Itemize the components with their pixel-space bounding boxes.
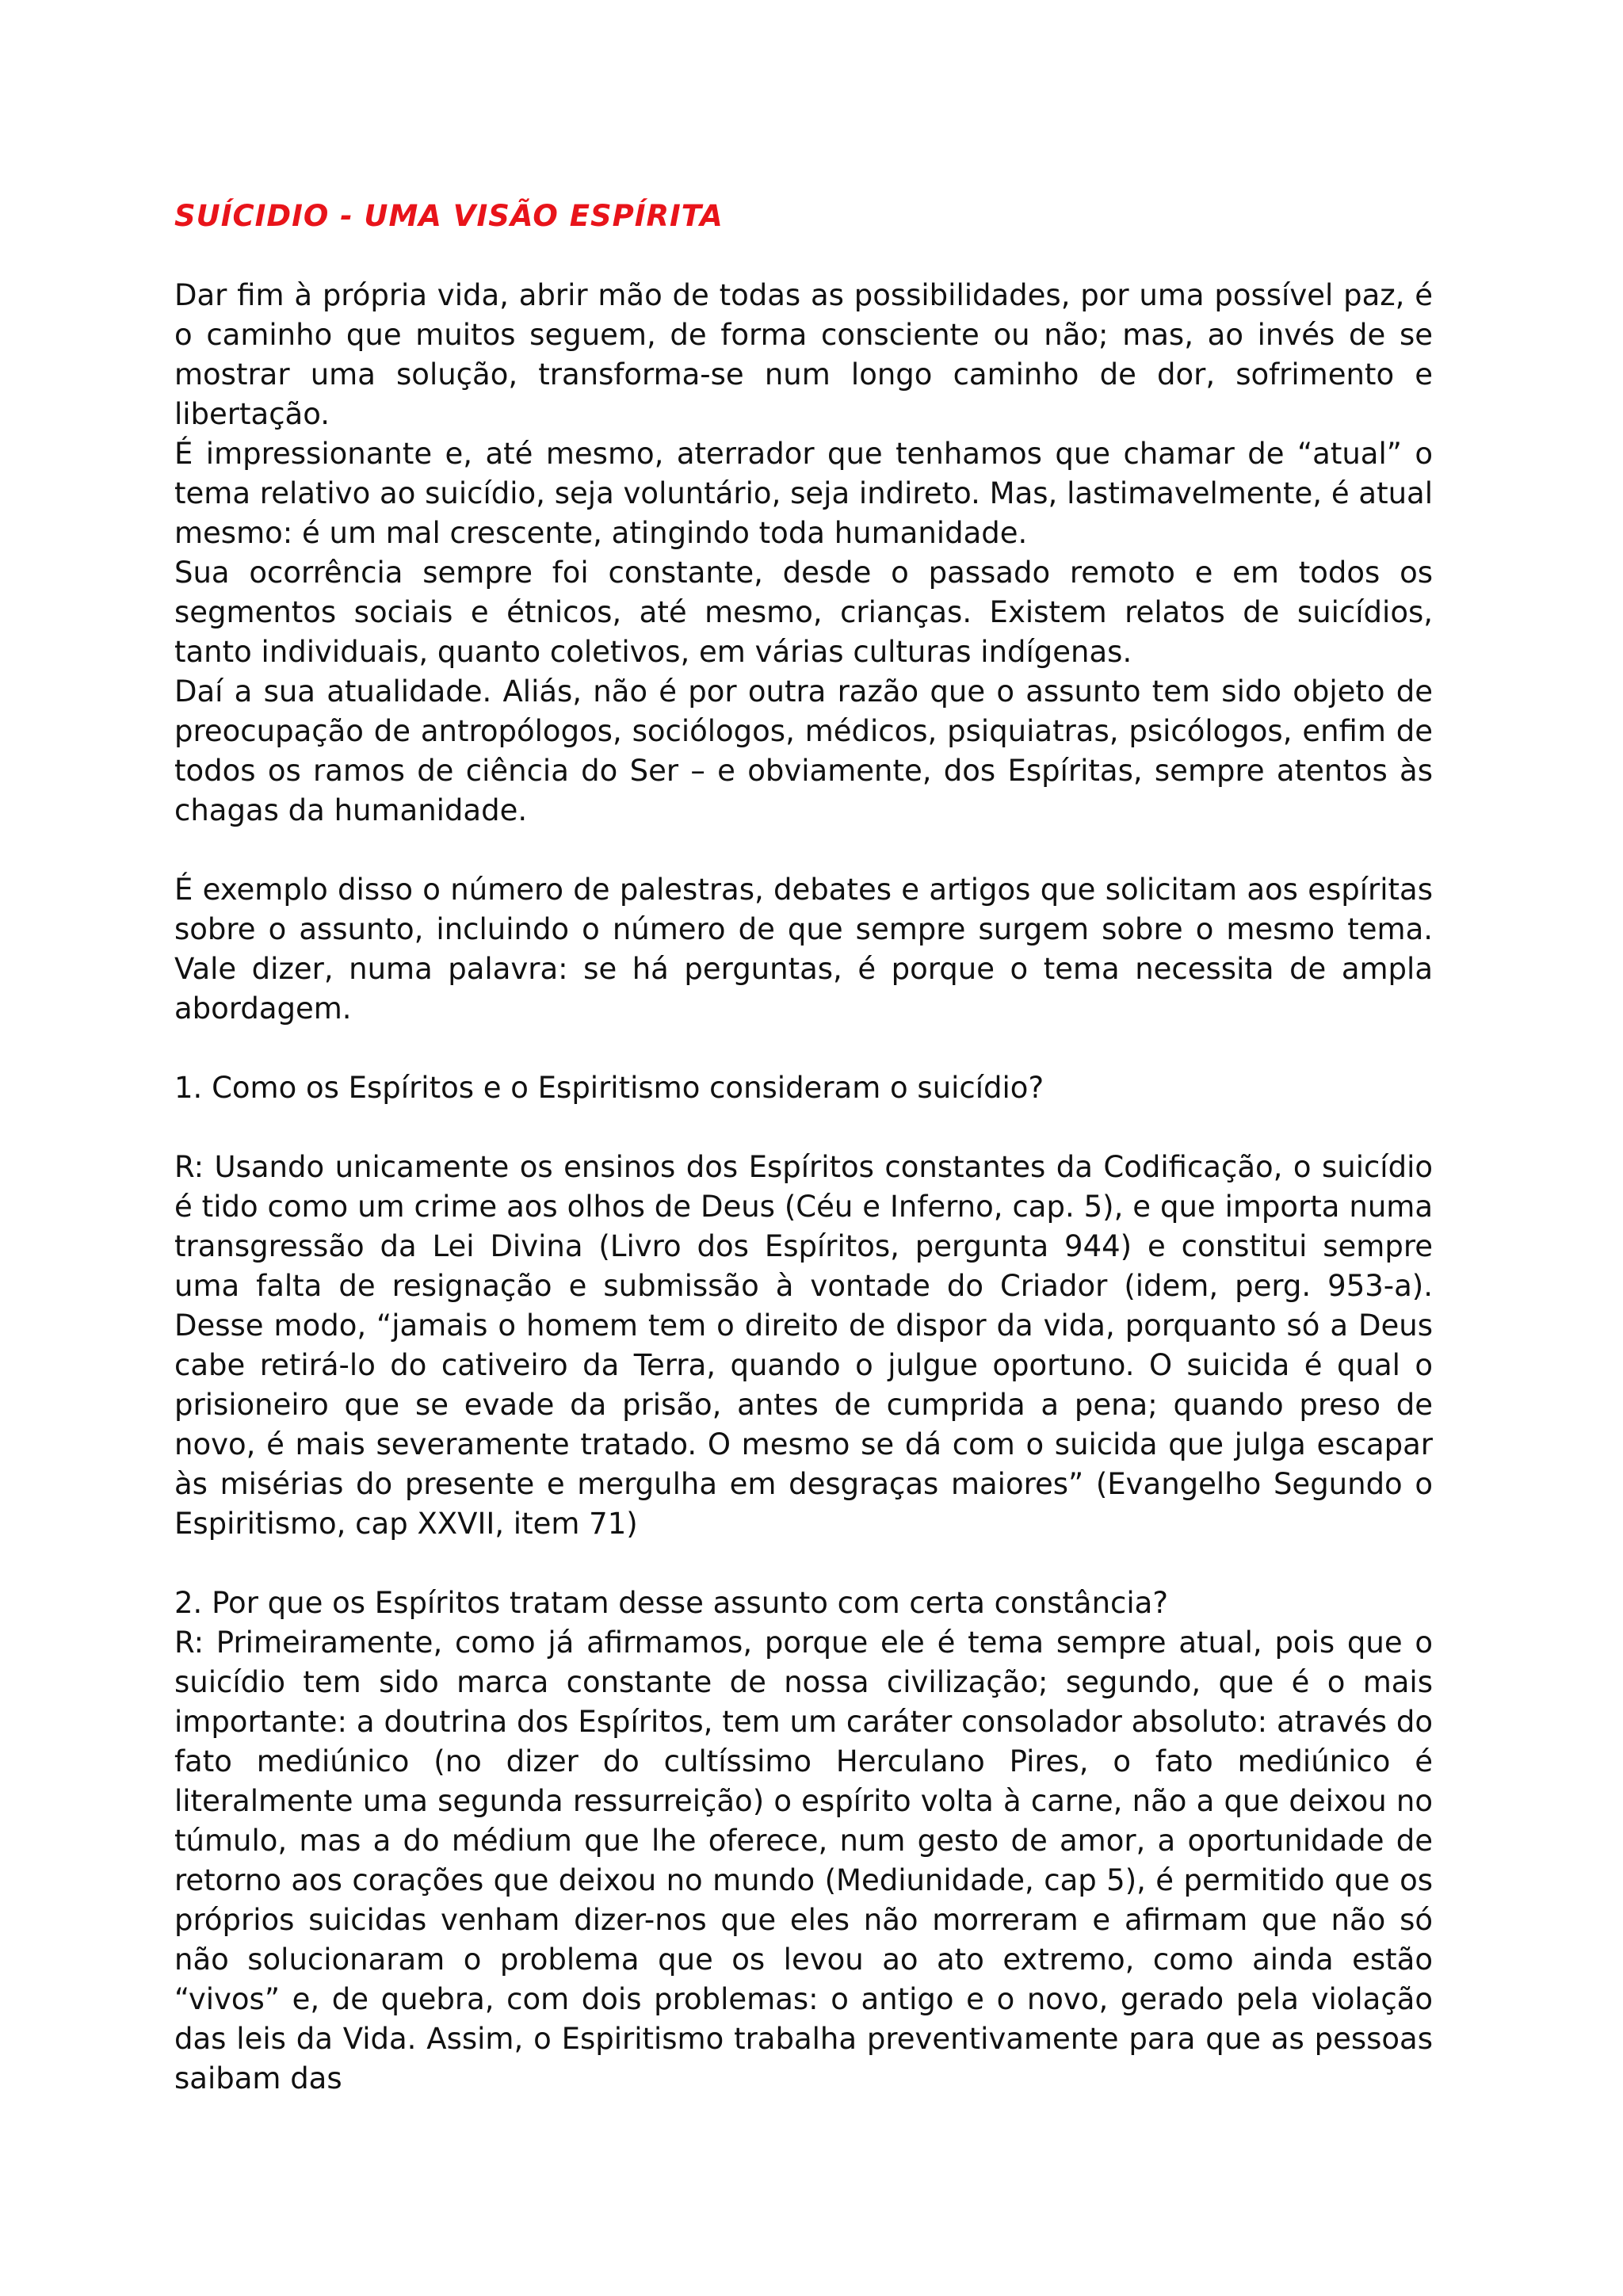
document-body: [174, 197, 1433, 2099]
paragraph-spacer: [174, 1108, 1433, 1148]
paragraph-impressionante: É impressionante e, até mesmo, aterrador que tenhamos que chamar de “atual” o tema relativo ao suicídio, seja voluntário, seja indireto. Mas, lastimavelmente, é atual mesmo: é um mal crescente, atingindo toda humanidade.: [174, 437, 1433, 550]
answer-2: R: Primeiramente, como já afirmamos, porque ele é tema sempre atual, pois que o suicídio tem sido marca constante de nossa civilização; segundo, que é o mais importante: a doutrina dos Espíritos, tem um caráter consolador absoluto: através do fato mediúnico (no dizer do cultíssimo Herculano Pires, o fato mediúnico é literalmente uma segunda ressurreição) o espírito volta à carne, não a que deixou no túmulo, mas a do médium que lhe oferece, num gesto de amor, a oportunidade de retorno aos corações que deixou no mundo (Mediunidade, cap 5), é permitido que os próprios suicidas venham dizer-nos que eles não morreram e afirmam que não só não solucionaram o problema que os levou ao ato extremo, como ainda estão “vivos” e, de quebra, com dois problemas: o antigo e o novo, gerado pela violação das leis da Vida. Assim, o Espiritismo trabalha preventivamente para que as pessoas saibam das: [174, 1626, 1433, 2095]
paragraph-spacer: [174, 1544, 1433, 1584]
paragraph-spacer: [174, 831, 1433, 870]
paragraph-atualidade: Daí a sua atualidade. Aliás, não é por outra razão que o assunto tem sido objeto de preocupação de antropólogos, sociólogos, médicos, psiquiatras, psicólogos, enfim de todos os ramos de ciência do Ser – e obviamente, dos Espíritas, sempre atentos às chagas da humanidade.: [174, 674, 1433, 827]
question-2: 2. Por que os Espíritos tratam desse assunto com certa constância?: [174, 1586, 1168, 1620]
question-1: 1. Como os Espíritos e o Espiritismo consideram o suicídio?: [174, 1071, 1044, 1105]
paragraph-exemplo: É exemplo disso o número de palestras, debates e artigos que solicitam aos espíritas sobre o assunto, incluindo o número de que sempre surgem sobre o mesmo tema. Vale dizer, numa palavra: se há perguntas, é porque o tema necessita de ampla abordagem.: [174, 873, 1433, 1026]
paragraph-spacer: [174, 1029, 1433, 1068]
paragraph-intro: Dar fim à própria vida, abrir mão de todas as possibilidades, por uma possível paz, é o caminho que muitos seguem, de forma consciente ou não; mas, ao invés de se mostrar uma solução, transforma-se num longo caminho de dor, sofrimento e libertação.: [174, 278, 1433, 431]
answer-1: R: Usando unicamente os ensinos dos Espíritos constantes da Codificação, o suicídio é tido como um crime aos olhos de Deus (Céu e Inferno, cap. 5), e que importa numa transgressão da Lei Divina (Livro dos Espíritos, pergunta 944) e constitui sempre uma falta de resignação e submissão à vontade do Criador (idem, perg. 953-a). Desse modo, “jamais o homem tem o direito de dispor da vida, porquanto só a Deus cabe retirá-lo do cativeiro da Terra, quando o julgue oportuno. O suicida é qual o prisioneiro que se evade da prisão, antes de cumprida a pena; quando preso de novo, é mais severamente tratado. O mesmo se dá com o suicida que julga escapar às misérias do presente e mergulha em desgraças maiores” (Evangelho Segundo o Espiritismo, cap XXVII, item 71): [174, 1150, 1433, 1541]
document-title: SUÍCIDIO - UMA VISÃO ESPÍRITA: [174, 199, 724, 233]
paragraph-ocorrencia: Sua ocorrência sempre foi constante, desde o passado remoto e em todos os segmentos sociais e étnicos, até mesmo, crianças. Existem relatos de suicídios, tanto individuais, quanto coletivos, em várias culturas indígenas.: [174, 556, 1433, 669]
